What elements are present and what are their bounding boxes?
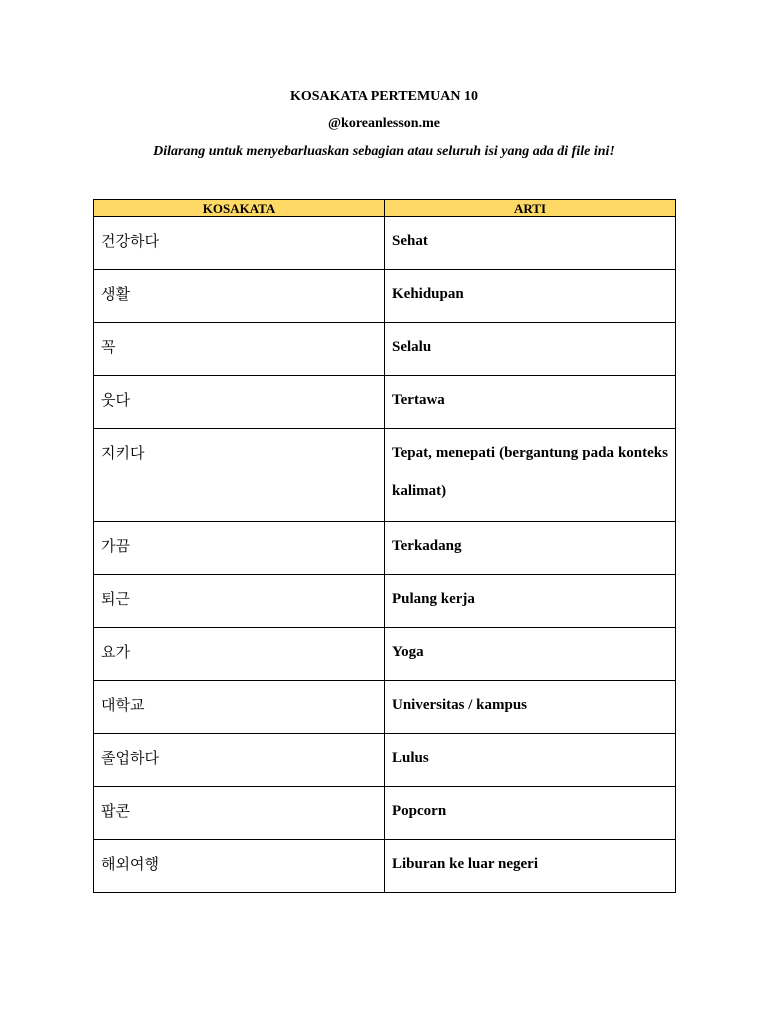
korean-word: 꼭 bbox=[94, 323, 385, 376]
copyright-notice: Dilarang untuk menyebarluaskan sebagian atau seluruh isi yang ada di file ini! bbox=[153, 144, 615, 159]
korean-word: 웃다 bbox=[94, 376, 385, 429]
table-row bbox=[94, 217, 676, 270]
vocabulary-table bbox=[93, 199, 676, 893]
table-row bbox=[94, 787, 676, 840]
korean-word: 해외여행 bbox=[94, 840, 385, 893]
korean-word: 퇴근 bbox=[94, 575, 385, 628]
table-row bbox=[94, 575, 676, 628]
word-meaning: Tertawa bbox=[385, 376, 676, 429]
table-row bbox=[94, 734, 676, 787]
korean-word: 지키다 bbox=[94, 429, 385, 522]
table-row bbox=[94, 681, 676, 734]
word-meaning: Tepat, menepati (bergantung pada konteks kalimat) bbox=[385, 429, 676, 522]
korean-word: 요가 bbox=[94, 628, 385, 681]
word-meaning: Sehat bbox=[385, 217, 676, 270]
table-row bbox=[94, 628, 676, 681]
table-row bbox=[94, 522, 676, 575]
word-meaning: Pulang kerja bbox=[385, 575, 676, 628]
korean-word: 팝콘 bbox=[94, 787, 385, 840]
table-row bbox=[94, 429, 676, 522]
word-meaning: Kehidupan bbox=[385, 270, 676, 323]
table-row bbox=[94, 323, 676, 376]
word-meaning: Yoga bbox=[385, 628, 676, 681]
word-meaning: Liburan ke luar negeri bbox=[385, 840, 676, 893]
word-meaning: Selalu bbox=[385, 323, 676, 376]
column-header-arti: ARTI bbox=[385, 200, 676, 217]
word-meaning: Lulus bbox=[385, 734, 676, 787]
table-row bbox=[94, 376, 676, 429]
korean-word: 건강하다 bbox=[94, 217, 385, 270]
column-header-kosakata: KOSAKATA bbox=[94, 200, 385, 217]
table-header-row bbox=[94, 200, 676, 217]
korean-word: 대학교 bbox=[94, 681, 385, 734]
word-meaning: Universitas / kampus bbox=[385, 681, 676, 734]
word-meaning: Terkadang bbox=[385, 522, 676, 575]
table-row bbox=[94, 270, 676, 323]
table-row bbox=[94, 840, 676, 893]
author-handle: @koreanlesson.me bbox=[328, 116, 440, 131]
korean-word: 가끔 bbox=[94, 522, 385, 575]
page-title: KOSAKATA PERTEMUAN 10 bbox=[289, 89, 478, 104]
korean-word: 생활 bbox=[94, 270, 385, 323]
word-meaning: Popcorn bbox=[385, 787, 676, 840]
korean-word: 졸업하다 bbox=[94, 734, 385, 787]
